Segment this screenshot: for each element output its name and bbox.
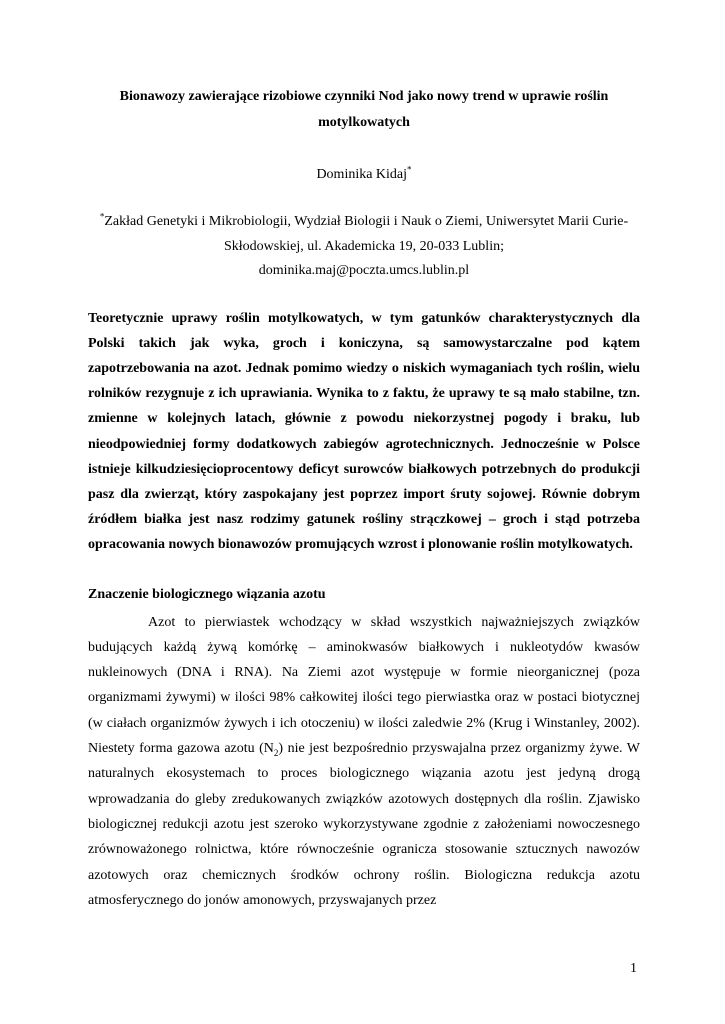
document-page — [88, 84, 640, 927]
author-footnote-mark: * — [407, 164, 412, 175]
author-email: dominika.maj@poczta.umcs.lublin.pl — [258, 263, 470, 278]
paragraph-text-part1: Azot to pierwiastek wchodzący w skład wszystkich najważniejszych związków budujących każdą żywą komórkę – aminokwasów białkowych i nukleotydów kwasów nukleinowych (DNA i RNA). Na Ziemi azot występuje w formie nieorganicznej (poza organizmami żywymi) w ilości 98% całkowitej ilości tego pierwiastka oraz w postaci biotycznej (w ciałach organizmów żywych i ich otoczeniu) w ilości zaledwie 2% (Krug i Winstanley, 2002). Niestety forma gazowa azotu (N — [88, 614, 640, 757]
document-title: Bionawozy zawierające rizobiowe czynniki Nod jako nowy trend w uprawie roślin motylkowatych — [119, 89, 609, 130]
nitrogen-subscript: 2 — [273, 747, 279, 758]
body-paragraph — [88, 610, 640, 914]
paragraph-text-part2: ) nie jest bezpośrednio przyswajalna przez organizmy żywe. W naturalnych ekosystemach to proces biologicznego wiązania azotu jest jedyną drogą wprowadzania do gleby zredukowanych związków azotowych dostępnych dla roślin. Zjawisko biologicznej redukcji azotu jest szeroko wykorzystywane zgodnie z założeniami nowoczesnego zrównoważonego rolnictwa, które równocześnie ogranicza stosowanie sztucznych nawozów azotowych oraz chemicznych środków ochrony roślin. Biologiczna redukcja azotu atmosferycznego do jonów amonowych, przyswajanych przez — [88, 741, 640, 908]
affiliation-text: Zakład Genetyki i Mikrobiologii, Wydział Biologii i Nauk o Ziemi, Uniwersytet Marii Curie-Skłodowskiej, ul. Akademicka 19, 20-033 Lublin; — [104, 214, 629, 254]
author-name: Dominika Kidaj — [316, 167, 408, 182]
affiliation-footnote-mark: * — [99, 211, 105, 222]
author-line — [88, 162, 640, 188]
abstract: Teoretycznie uprawy roślin motylkowatych, w tym gatunków charakterystycznych dla Polski takich jak wyka, groch i koniczyna, są samowystarczalne pod kątem zapotrzebowania na azot. Jednak pomimo wiedzy o niskich wymaganiach tych roślin, wielu rolników rezygnuje z ich uprawiania. Wynika to z faktu, że uprawy te są mało stabilne, tzn. zmienne w kolejnych latach, głównie z powodu niekorzystnej pogody i braku, lub nieodpowiedniej formy dodatkowych zabiegów agrotechnicznych. Jednocześnie w Polsce istnieje kilkudziesięcioprocentowy deficyt surowców białkowych potrzebnych do produkcji pasz dla zwierząt, który zaspokajany jest poprzez import śruty sojowej. Równie dobrym źródłem białka jest nasz rodzimy gatunek rośliny strączkowej – groch i stąd potrzeba opracowania nowych bionawozów promujących wzrost i plonowanie roślin motylkowatych. — [88, 310, 640, 553]
section-heading: Znaczenie biologicznego wiązania azotu — [88, 586, 326, 602]
affiliation-block — [88, 210, 640, 284]
page-number: 1 — [630, 961, 637, 976]
